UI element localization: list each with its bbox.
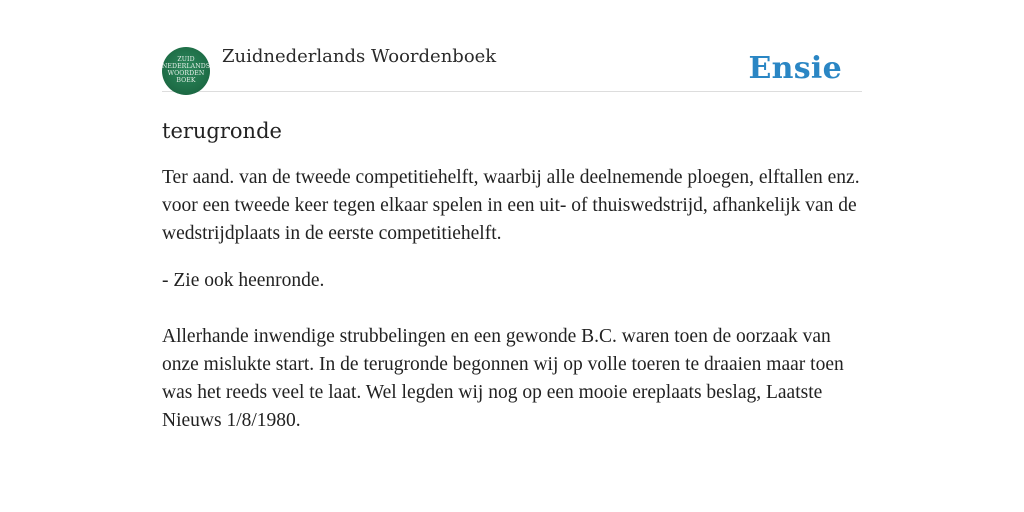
- dictionary-logo[interactable]: [162, 47, 210, 95]
- source-name-link[interactable]: Zuidnederlands Woordenboek: [222, 46, 497, 67]
- header: [162, 44, 862, 92]
- definition-text: Ter aand. van de tweede competitiehelft, waarbij alle deelnemende ploegen, elftallen enz. voor een tweede keer tegen elkaar spelen in een uit- of thuiswedstrijd, afhankelijk van de wedstrijdplaats in de eerste competitiehelft.: [162, 167, 860, 244]
- logo-text-line: ZUID: [177, 56, 195, 64]
- logo-text-line: BOEK: [176, 76, 196, 84]
- brand-logo-link[interactable]: Ensie: [748, 51, 842, 86]
- logo-text-line: WOORDEN: [167, 70, 205, 77]
- entry-card: [162, 44, 862, 435]
- logo-text-line: NEDERLANDS: [162, 63, 210, 71]
- headword: terugronde: [162, 119, 282, 143]
- example-quote: Allerhande inwendige strubbelingen en een gewonde B.C. waren toen de oorzaak van onze mislukte start. In de terugronde begonnen wij op volle toeren te draaien maar toen was het reeds veel te laat. Wel legden wij nog op een mooie ereplaats beslag, Laatste Nieuws 1/8/1980.: [162, 326, 844, 431]
- see-also-text: - Zie ook heenronde.: [162, 270, 325, 291]
